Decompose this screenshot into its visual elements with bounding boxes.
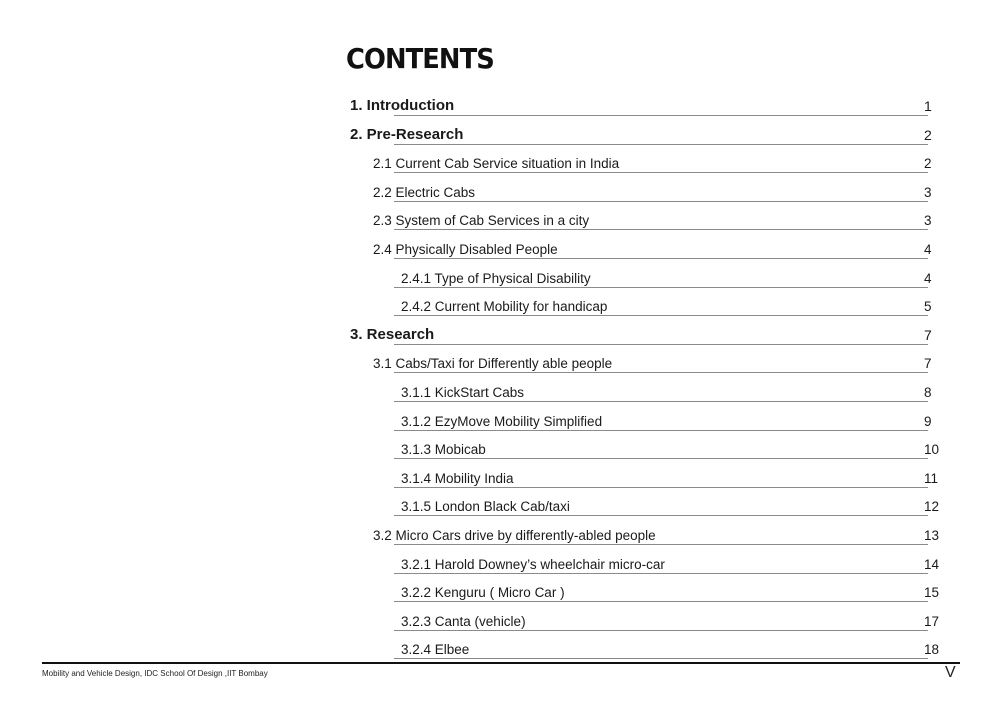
toc-entry-rule	[394, 201, 928, 202]
toc-entry	[0, 155, 1000, 177]
toc-entry-rule	[394, 601, 928, 602]
toc-entry-rule	[394, 315, 928, 316]
toc-entry-page: 1	[924, 98, 932, 114]
toc-entry-rule	[394, 258, 928, 259]
toc-entry-page: 5	[924, 299, 932, 315]
toc-entry-page: 13	[924, 528, 940, 543]
toc-entry-rule	[394, 229, 928, 230]
toc-entry	[0, 298, 1000, 320]
toc-entry-page: 3	[924, 213, 932, 229]
toc-entry-rule	[394, 573, 928, 574]
toc-entry	[0, 384, 1000, 406]
toc-entry-rule	[394, 544, 928, 545]
toc-entry-rule	[394, 515, 928, 516]
toc-entry-page: 10	[924, 442, 940, 458]
toc-entry-label: 3.1.5 London Black Cab/taxi	[401, 499, 570, 515]
toc-entry-rule	[394, 287, 928, 288]
toc-entry-label: 1. Introduction	[350, 97, 455, 114]
toc-entry-rule	[394, 344, 928, 345]
toc-entry-label: 3.1.1 KickStart Cabs	[401, 385, 525, 400]
toc-entry-label: 3.2 Micro Cars drive by differently-abled people	[373, 528, 656, 543]
toc-entry-page: 15	[924, 585, 940, 601]
toc-entry-page: 11	[924, 470, 939, 486]
toc-entry-page: 9	[924, 413, 932, 429]
toc-entry-label: 3.1.3 Mobicab	[401, 442, 486, 458]
toc-entry	[0, 498, 1000, 520]
toc-entry-label: 3.1 Cabs/Taxi for Differently able people	[373, 356, 613, 372]
toc-entry-rule	[394, 115, 928, 116]
toc-entry	[0, 470, 1000, 492]
toc-entry-rule	[394, 658, 928, 659]
page-title: CONTENTS	[346, 42, 494, 75]
toc-entry-page: 2	[924, 126, 932, 143]
toc-entry-label: 3.1.4 Mobility India	[401, 470, 514, 486]
toc-entry-rule	[394, 172, 928, 173]
toc-entry-page: 18	[924, 642, 940, 658]
toc-entry	[0, 441, 1000, 463]
toc-entry-rule	[394, 430, 928, 431]
toc-entry-rule	[394, 630, 928, 631]
toc-entry-label: 3.2.1 Harold Downey’s wheelchair micro-car	[401, 556, 665, 572]
toc-entry	[0, 241, 1000, 263]
toc-entry-label: 3.1.2 EzyMove Mobility Simplified	[401, 413, 603, 429]
toc-entry	[0, 641, 1000, 663]
toc-entry	[0, 527, 1000, 549]
toc-entry-label: 3.2.4 Elbee	[401, 642, 470, 658]
footer-divider	[42, 662, 960, 664]
toc-entry-label: 2.1 Current Cab Service situation in India	[373, 156, 620, 172]
toc-entry	[0, 127, 1000, 149]
toc-entry-page: 8	[924, 385, 932, 400]
toc-entry-page: 3	[924, 184, 932, 200]
toc-entry-label: 2.4.1 Type of Physical Disability	[401, 270, 591, 286]
toc-entry-rule	[394, 372, 928, 373]
toc-entry-label: 2.4.2 Current Mobility for handicap	[401, 299, 608, 315]
toc-entry-rule	[394, 401, 928, 402]
toc-entry	[0, 270, 1000, 292]
toc-entry	[0, 184, 1000, 206]
toc-entry-rule	[394, 487, 928, 488]
toc-entry	[0, 556, 1000, 578]
toc-entry-page: 7	[924, 326, 932, 343]
toc-entry	[0, 413, 1000, 435]
toc-entry-page: 4	[924, 242, 932, 257]
toc-entry	[0, 212, 1000, 234]
toc-entry-page: 14	[924, 556, 940, 572]
toc-entry	[0, 355, 1000, 377]
toc-entry-page: 4	[924, 270, 932, 286]
toc-entry-label: 2.2 Electric Cabs	[373, 184, 476, 200]
toc-entry-page: 2	[924, 156, 932, 172]
toc-entry-rule	[394, 144, 928, 145]
toc-entry-rule	[394, 458, 928, 459]
toc-entry	[0, 584, 1000, 606]
toc-entry-label: 2.3 System of Cab Services in a city	[373, 213, 590, 229]
toc-entry	[0, 613, 1000, 635]
toc-entry-label: 2.4 Physically Disabled People	[373, 242, 558, 257]
toc-entry-label: 2. Pre-Research	[350, 125, 464, 143]
toc-entry-label: 3.2.3 Canta (vehicle)	[401, 613, 526, 629]
toc-entry-label: 3.2.2 Kenguru ( Micro Car )	[401, 585, 565, 601]
toc-entry	[0, 98, 1000, 120]
toc-entry	[0, 327, 1000, 349]
footer-text: Mobility and Vehicle Design, IDC School Of Design ,IIT Bombay	[42, 669, 268, 678]
toc-entry-page: 17	[924, 613, 940, 629]
toc-entry-page: 7	[924, 356, 932, 372]
toc-entry-label: 3. Research	[350, 325, 435, 343]
page-number: V	[945, 664, 956, 681]
toc-entry-page: 12	[924, 499, 940, 515]
